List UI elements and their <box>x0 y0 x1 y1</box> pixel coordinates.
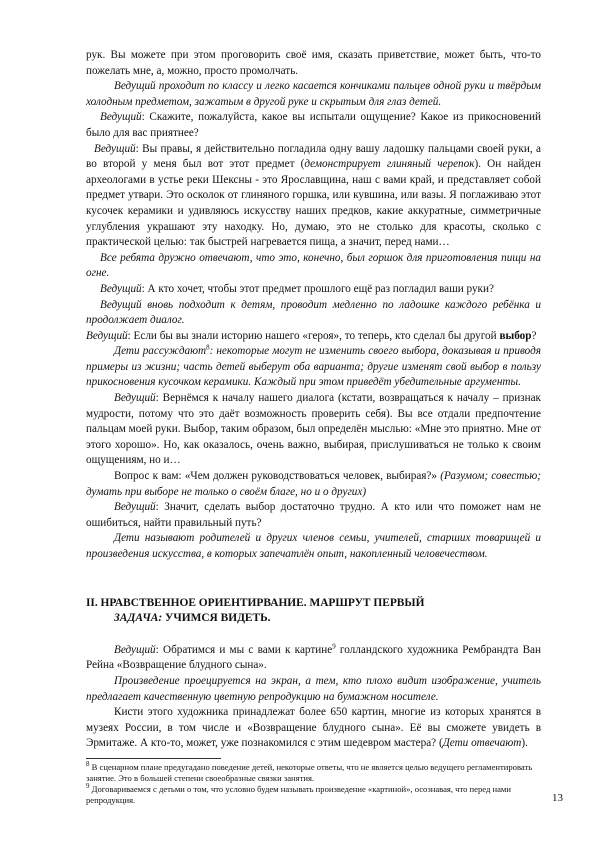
stage-direction: Все ребята дружно отвечают, что это, конечно, был горшок для приготовления пищи на огне. <box>86 251 541 280</box>
dialogue-paragraph: Ведущий: Вы правы, я действительно погладила одну вашу ладошку пальцами своей руки, а во второй у меня был вот этот предмет (демонстрирует глиняный черепок). Он найден археологами в устье реки Шексны - это Ярославщина, наш с вами край, и представляет собой предмет утвари. Это осколок от глиняного горшка, или кувшина, или вазы. Я поглаживаю этот кусочек керамики и удивляюсь искусству наших предков, какие аккуратные, симметричные углубления украшают эту находку. Но, думаю, это не столько для красоты, сколько с практической целью: так быстрей нагревается пища, а значит, перед нами… <box>86 142 541 249</box>
section-subheading: ЗАДАЧА: УЧИМСЯ ВИДЕТЬ. <box>114 612 271 625</box>
paragraph: рук. Вы можете при этом проговорить своё имя, сказать приветствие, может быть, что-то пожелать мне, а, можно, просто промолчать. <box>86 49 541 77</box>
footnote: $^9$ Договариваемся с детьми о том, что условно будем называть произведение «картиной», осознавая, что перед нами репродукция. <box>86 782 511 805</box>
dialogue-paragraph: Ведущий: Скажите, пожалуйста, какое вы испытали ощущение? Какое из прикосновений было для вас приятнее? <box>86 111 541 139</box>
stage-direction: Произведение проецируется на экран, а тем, кто плохо видит изображение, учитель предлагает качественную цветную репродукцию на бумажном носителе. <box>86 674 541 703</box>
paragraph: Кисти этого художника принадлежат более 650 картин, многие из которых хранятся в музеях России, в том числе и «Возвращение блудного сына». Её вы сможете увидеть в Эрмитаже. А кто-то, может, уже познакомился с этим шедевром мастера? (Дети отвечают). <box>86 706 541 750</box>
stage-direction: Ведущий вновь подходит к детям, проводит медленно по ладошке каждого ребёнка и продолжает диалог. <box>86 298 541 327</box>
spacer <box>86 563 541 596</box>
footnote-ref: 9 <box>332 642 336 651</box>
dialogue-paragraph: Ведущий: Обратимся и мы с вами к картине$^9$ голландского художника Рембрандта Ван Рейна «Возвращение блудного сына». <box>86 642 541 672</box>
dialogue-paragraph: Ведущий: Значит, сделать выбор достаточно трудно. А кто или что поможет нам не ошибиться, найти правильный путь? <box>86 501 541 529</box>
footnote: $^8$ В сценарном плане предугадано поведение детей, некоторые ответы, что не является целью ведущего регламентировать занятие. Это в большей степени своеобразные связки занятия. <box>86 760 533 783</box>
stage-direction: Ведущий проходит по классу и легко касается кончиками пальцев одной руки и твёрдым холодным предметом, зажатым в другой руке и скрытым для глаз детей. <box>86 80 541 108</box>
footnote-separator <box>86 758 221 759</box>
stage-direction: Дети называют родителей и других членов семьи, учителей, старших товарищей и произведения искусства, в которых запечатлён опыт, накопленный человечеством. <box>86 532 541 560</box>
question-paragraph: Вопрос к вам: «Чем должен руководствоваться человек, выбирая?» (Разумом; совестью; думать при выборе не только о своём благе, но и о других) <box>86 470 542 498</box>
page-number: 13 <box>552 792 563 804</box>
footnote-ref: 8 <box>206 343 210 352</box>
dialogue-paragraph: Ведущий: Если бы вы знали историю нашего «героя», то теперь, кто сделал бы другой выбор? <box>86 329 537 342</box>
stage-direction: Дети рассуждают$^8$: некоторые могут не изменить своего выбора, доказывая и приводя примеры из жизни; часть детей выберут оба варианта; другие изменят свой выбор в пользу прикосновения кусочком керамики. Каждый при этом приведёт убедительные аргументы. <box>86 343 541 389</box>
spacer <box>86 627 541 643</box>
dialogue-paragraph: Ведущий: А кто хочет, чтобы этот предмет прошлого ещё раз погладил ваши руки? <box>100 282 494 295</box>
section-heading: II. НРАВСТВЕННОЕ ОРИЕНТИРВАНИЕ. МАРШРУТ ПЕРВЫЙ <box>86 596 425 609</box>
dialogue-paragraph: Ведущий: Вернёмся к началу нашего диалога (кстати, возвращаться к началу – признак мудрости, потому что это даёт возможность проверить себя). Вы все отдали предпочтение пальцам моей руки. Выбор, таким образом, был определён мыслью: «Мне это приятно. Мне от этого хорошо». Но, как оказалось, очень важно, выбирая, прислушиваться не только к своим ощущениям, но и… <box>86 392 541 467</box>
page-content <box>86 48 541 806</box>
